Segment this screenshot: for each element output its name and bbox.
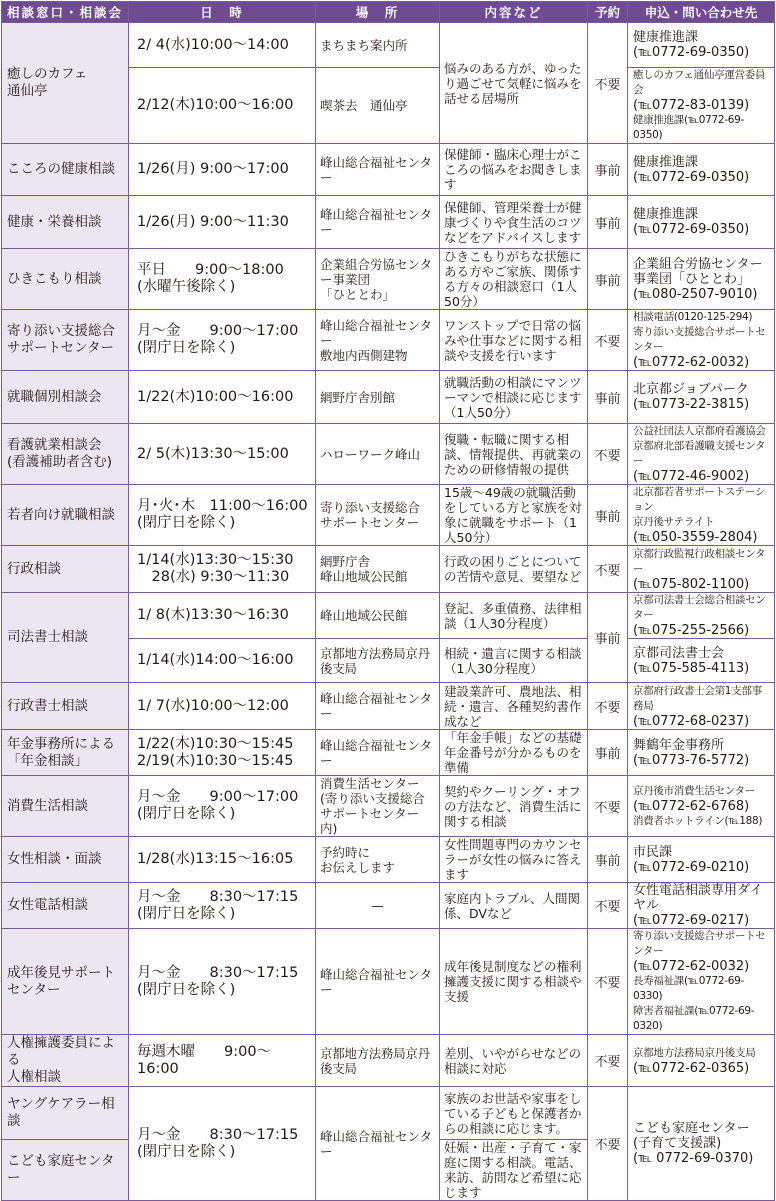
row-date: 月～金 8:30～17:15 (閉庁日を除く) [129, 1087, 316, 1201]
row-reservation: 不要 [588, 1035, 628, 1087]
table-row [2, 249, 775, 310]
row-reservation: 不要 [588, 929, 628, 1035]
row-reservation: 不要 [588, 776, 628, 837]
row-place: 峰山総合福祉センター 敷地内西側建物 [316, 310, 440, 371]
table-row [2, 730, 775, 776]
row-contact [628, 485, 775, 546]
row-place: 消費生活センター (寄り添い支援総合 サポートセンター内) [316, 776, 440, 837]
contact-line: 寄り添い支援総合サポートセンター [633, 326, 766, 353]
contact-line: 癒しのカフェ通仙亭運営委員会 [633, 69, 766, 96]
row-content: 15歳～49歳の就職活動をしている方と家族を対象に就職をサポート（1人50分） [440, 485, 588, 546]
row-name: こども家庭センター [2, 1140, 129, 1201]
row-contact: 舞鶴年金事務所 (℡0773-76-5772) [628, 730, 775, 776]
row-reservation: 事前 [588, 837, 628, 883]
row-place: 網野庁舎 峰山地域公民館 [316, 546, 440, 593]
row-content: 行政の困りごとについての苦情や意見、要望など [440, 546, 588, 593]
contact-line: 障害者福祉課(℡0772-69-0320) [633, 1005, 755, 1032]
table-row [2, 23, 775, 68]
row-content: 差別、いやがらせなどの相談に対応 [440, 1035, 588, 1087]
contact-line: 京都行政監視行政相談センター [633, 547, 766, 575]
row-contact: 企業組合労協センター事業団「ひととわ」 (℡080-2507-9010) [628, 249, 775, 310]
contact-line: (℡0772-83-0139) [633, 98, 750, 113]
row-place: 峰山総合福祉センター [316, 1087, 440, 1201]
row-date: 1/26(月) 9:00～11:30 [129, 196, 316, 249]
row-name: 消費生活相談 [2, 776, 129, 837]
row-contact [628, 1035, 775, 1087]
row-place: ハローワーク峰山 [316, 424, 440, 485]
row-name: 若者向け就職相談 [2, 485, 129, 546]
contact-line: (℡0772-68-0237) [633, 713, 750, 729]
row-name: ひきこもり相談 [2, 249, 129, 310]
row-contact [628, 776, 775, 837]
row-place: 寄り添い支援総合 サポートセンター [316, 485, 440, 546]
row-contact [628, 424, 775, 485]
row-date: 月～金 8:30～17:15 (閉庁日を除く) [129, 929, 316, 1035]
row-name: こころの健康相談 [2, 144, 129, 196]
contact-line: 京都府北部看護職支援センター [633, 440, 766, 467]
row-reservation: 事前 [588, 593, 628, 683]
row-place: 企業組合労協センター事業団 「ひととわ」 [316, 249, 440, 310]
row-contact [628, 310, 775, 371]
header-datetime: 日 時 [129, 2, 316, 23]
row-name: ヤングケアラー相談 [2, 1087, 129, 1140]
row-contact: 女性電話相談専用ダイヤル (℡0772-69-0217) [628, 883, 775, 929]
row-content: 保健師・臨床心理士がこころの悩みをお聞きします [440, 144, 588, 196]
table-row [2, 310, 775, 371]
row-contact [628, 683, 775, 730]
contact-line: 公益社団法人京都府看護協会 [633, 425, 766, 437]
table-row [2, 1087, 775, 1140]
row-content: 「年金手帳」などの基礎年金番号が分かるものを準備 [440, 730, 588, 776]
table-row [2, 371, 775, 424]
row-contact: 北京都ジョブパーク (℡0773-22-3815) [628, 371, 775, 424]
row-content: 登記、多重債務、法律相談（1人30分程度） [440, 593, 588, 639]
row-reservation: 事前 [588, 249, 628, 310]
contact-line: 京都地方法務局京丹後支局 [633, 1046, 756, 1059]
row-date: 1/14(水)14:00～16:00 [129, 639, 316, 683]
header-place: 場 所 [316, 2, 440, 23]
row-content: ひきこもりがちな状態にある方やご家族、関係する方々の相談窓口（1人50分） [440, 249, 588, 310]
contact-line: (℡050-3559-2804) [633, 530, 758, 545]
header-content: 内容など [440, 2, 588, 23]
contact-line: 京都府行政書士会第1支部事務局 [633, 684, 762, 712]
row-content: 建設業許可、農地法、相続・遺言、各種契約書作成など [440, 683, 588, 730]
table-row [2, 485, 775, 546]
row-name: 女性相談・面談 [2, 837, 129, 883]
row-place: 京都地方法務局京丹後支局 [316, 639, 440, 683]
row-content: 女性問題専門のカウンセラーが女性の悩みに答えます [440, 837, 588, 883]
contact-line: (℡0772-46-9002) [633, 469, 750, 484]
contact-line: 京丹後市消費生活センター [633, 784, 755, 797]
row-contact [628, 929, 775, 1035]
row-date: 2/ 4(水)10:00～14:00 [129, 23, 316, 68]
row-content: 契約やクーリング・オフの方法など、消費生活に関する相談 [440, 776, 588, 837]
table-row [2, 546, 775, 593]
row-name: 癒しのカフェ 通仙亭 [2, 23, 129, 144]
row-date: 1/ 7(水)10:00～12:00 [129, 683, 316, 730]
row-name: 人権擁護委員による 人権相談 [2, 1035, 129, 1087]
contact-line: 京丹後サテライト [633, 516, 715, 528]
row-contact [628, 68, 775, 144]
row-place: 峰山総合福祉センター [316, 196, 440, 249]
row-content: 妊娠・出産・子育て・家庭に関する相談。電話、来訪、訪問など希望に応じます [440, 1140, 588, 1201]
row-date: 1/22(木)10:00～16:00 [129, 371, 316, 424]
table-row [2, 196, 775, 249]
row-reservation: 不要 [588, 883, 628, 929]
row-reservation: 事前 [588, 730, 628, 776]
row-contact [628, 546, 775, 593]
row-place: 峰山総合福祉センター [316, 929, 440, 1035]
row-content: 家族のお世話や家事をしている子どもと保護者からの相談に応じます。 [440, 1087, 588, 1140]
row-date: 月～金 9:00～17:00 (閉庁日を除く) [129, 776, 316, 837]
contact-line: (℡075-255-2566) [633, 623, 750, 638]
table-row [2, 776, 775, 837]
row-reservation: 事前 [588, 371, 628, 424]
row-reservation: 不要 [588, 424, 628, 485]
row-name: 看護就業相談会 (看護補助者含む) [2, 424, 129, 485]
row-name: 行政相談 [2, 546, 129, 593]
row-reservation: 不要 [588, 310, 628, 371]
header-contact: 申込・問い合わせ先 [628, 2, 775, 23]
contact-line: (℡0772-62-0032) [633, 355, 750, 370]
table-row [2, 1035, 775, 1087]
row-date: 1/22(木)10:30～15:45 2/19(木)10:30～15:45 [129, 730, 316, 776]
table-row [2, 837, 775, 883]
row-date: 月･火･木 11:00～16:00 (閉庁日を除く) [129, 485, 316, 546]
row-reservation: 不要 [588, 1087, 628, 1201]
row-contact: 京都司法書士会 (℡075-585-4113) [628, 639, 775, 683]
contact-line: 京都司法書士会総合相談センター [633, 594, 766, 621]
header-row [2, 2, 775, 23]
row-place: 網野庁舎別館 [316, 371, 440, 424]
row-name: 寄り添い支援総合 サポートセンター [2, 310, 129, 371]
header-reservation: 予約 [588, 2, 628, 23]
consultation-table [1, 1, 775, 1201]
row-name: 司法書士相談 [2, 593, 129, 683]
row-place: まちまち案内所 [316, 23, 440, 68]
row-content: 悩みのある方が、ゆったり過ごせて気軽に悩みを話せる居場所 [440, 23, 588, 144]
contact-line: 寄り添い支援総合サポートセンター [633, 930, 766, 957]
row-date: 平日 9:00～18:00 (水曜午後除く) [129, 249, 316, 310]
header-name: 相談窓口・相談会 [2, 2, 129, 23]
row-date: 1/26(月) 9:00～17:00 [129, 144, 316, 196]
row-date: 月～金 8:30～17:15 (閉庁日を除く) [129, 883, 316, 929]
table-row [2, 144, 775, 196]
row-reservation: 事前 [588, 196, 628, 249]
table-row [2, 683, 775, 730]
table-row [2, 883, 775, 929]
row-name: 女性電話相談 [2, 883, 129, 929]
row-place: 峰山総合福祉センター [316, 730, 440, 776]
row-name: 成年後見サポート センター [2, 929, 129, 1035]
row-content: 相続・遺言に関する相談（1人30分程度） [440, 639, 588, 683]
contact-line: 相談電話(0120-125-294) [633, 311, 753, 323]
row-date: 2/ 5(木)13:30～15:00 [129, 424, 316, 485]
row-date: 1/ 8(木)13:30～16:30 [129, 593, 316, 639]
row-reservation: 不要 [588, 546, 628, 593]
contact-line: (℡0772-62-0032) [633, 959, 750, 974]
row-contact: 健康推進課 (℡0772-69-0350) [628, 144, 775, 196]
row-contact: 健康推進課 (℡0772-69-0350) [628, 196, 775, 249]
contact-line: 北京都若者サポートステーション [633, 486, 766, 513]
row-name: 就職個別相談会 [2, 371, 129, 424]
row-place: 予約時に お伝えします [316, 837, 440, 883]
row-date: 毎週木曜 9:00～16:00 [129, 1035, 316, 1087]
table-row [2, 593, 775, 639]
row-name: 健康・栄養相談 [2, 196, 129, 249]
contact-line: (℡0772-62-0365) [633, 1060, 750, 1076]
row-content: 保健師、管理栄養士が健康づくりや食生活のコツなどをアドバイスします [440, 196, 588, 249]
row-name: 行政書士相談 [2, 683, 129, 730]
row-contact [628, 593, 775, 639]
row-reservation: 不要 [588, 683, 628, 730]
row-content: 復職・転職に関する相談、情報提供、再就業のための研修情報の提供 [440, 424, 588, 485]
contact-line: (℡075-802-1100) [633, 576, 750, 592]
row-place: 峰山地域公民館 [316, 593, 440, 639]
row-contact: 市民課 (℡0772-69-0210) [628, 837, 775, 883]
row-reservation: 事前 [588, 485, 628, 546]
table-row [2, 929, 775, 1035]
contact-line: 消費者ホットライン(℡188) [633, 814, 763, 827]
row-date: 1/14(水)13:30～15:30 28(水) 9:30～11:30 [129, 546, 316, 593]
row-date: 月～金 9:00～17:00 (閉庁日を除く) [129, 310, 316, 371]
row-content: ワンストップで日常の悩みや仕事などに関する相談や支援を行います [440, 310, 588, 371]
row-date: 2/12(木)10:00～16:00 [129, 68, 316, 144]
contact-line: 健康推進課(℡0772-69-0350) [633, 114, 745, 141]
row-contact: 健康推進課 (℡0772-69-0350) [628, 23, 775, 68]
row-reservation: 不要 [588, 23, 628, 144]
row-place: 峰山総合福祉センター [316, 683, 440, 730]
contact-line: (℡0772-62-6768) [633, 798, 750, 814]
row-content: 家庭内トラブル、人間関係、DVなど [440, 883, 588, 929]
table-row [2, 424, 775, 485]
row-content: 就職活動の相談にマンツーマンで相談に応じます（1人50分） [440, 371, 588, 424]
row-reservation: 事前 [588, 144, 628, 196]
row-place: 京都地方法務局京丹後支局 [316, 1035, 440, 1087]
row-place: 喫茶去 通仙亭 [316, 68, 440, 144]
contact-line: 長寿福祉課(℡0772-69-0330) [633, 975, 745, 1002]
row-contact: こども家庭センター (子育て支援課) (℡ 0772-69-0370) [628, 1087, 775, 1201]
row-place: — [316, 883, 440, 929]
row-place: 峰山総合福祉センター [316, 144, 440, 196]
row-date: 1/28(水)13:15～16:05 [129, 837, 316, 883]
row-name: 年金事務所による 「年金相談」 [2, 730, 129, 776]
row-content: 成年後見制度などの権利擁護支援に関する相談や支援 [440, 929, 588, 1035]
